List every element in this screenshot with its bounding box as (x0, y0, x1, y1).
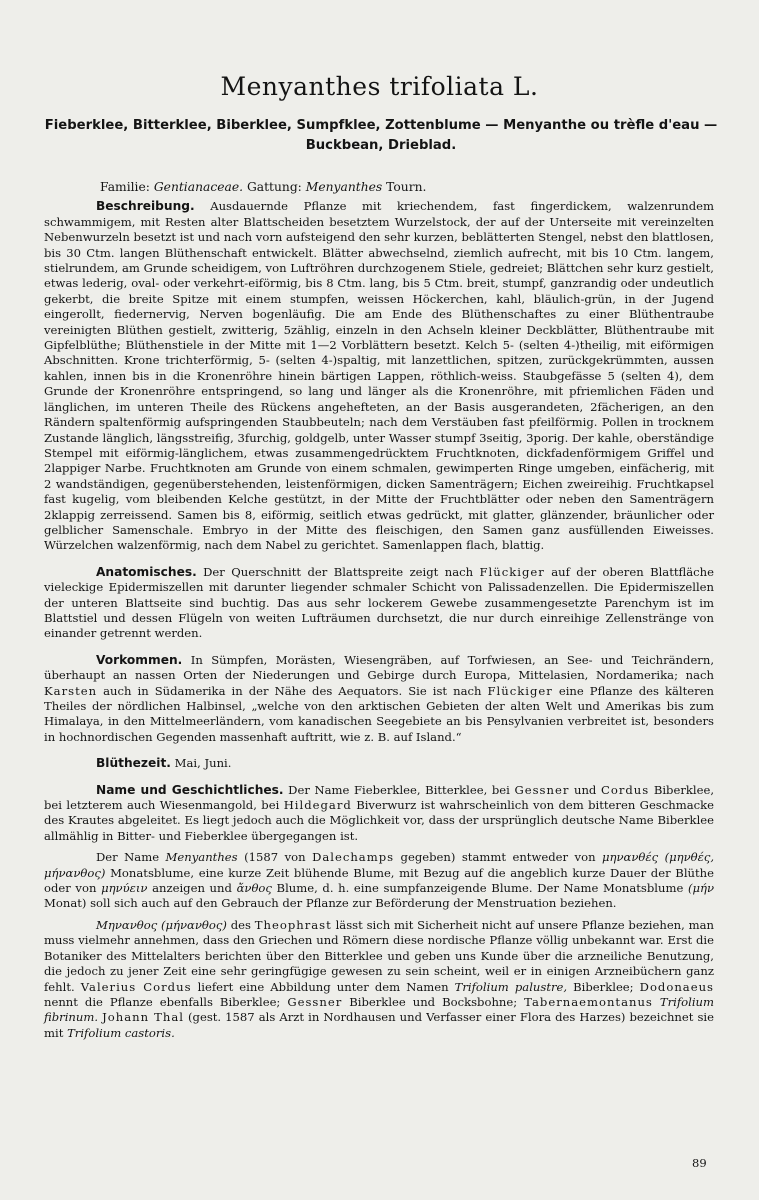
geschichte-p3-b: lässt sich mit Sicherheit nicht auf unsere Pflanze beziehen, man muss vielmehr annehmen, dass den Griechen und Römern diese nordische Pflanze völlig unbekannt war. Erst die Botaniker des Mittelalters berichten über den Bitterklee und geben uns Kunde über die arzneiliche Benutzung, die jedoch zu jener Zeit eine sehr geringfügige gewesen zu sein scheint, weil er in einigen Arzneibüchern ganz fehlt. (44, 917, 715, 994)
name-geschichte-heading: Name und Geschichtliches. (96, 782, 284, 797)
familie-value: Gentianaceae. (153, 180, 244, 194)
geschichte-p3-c: liefert eine Abbildung unter dem Namen (197, 979, 449, 994)
family-line (44, 180, 714, 195)
geschichte-p2-g: Monat) soll sich auch auf den Gebrauch der Pflanze zur Beförderung der Menstruation beziehen. (44, 896, 617, 911)
geschichte-p1-c: Biverwurz ist wahrscheinlich von dem bitteren Geschmacke des Krautes abgeleitet. Es liegt jedoch auch die Möglichkeit vor, dass der ursprünglich deutsche Name Biberklee allmählig in Bitter- und Fieberklee übergegangen ist. (44, 798, 715, 843)
greek-term-4: ἄνθος (236, 881, 272, 896)
author-johann-thal: Johann Thal (102, 1010, 184, 1025)
article-body (44, 180, 714, 1044)
section-bluethezeit (44, 756, 714, 771)
section-name-geschichte (44, 783, 714, 845)
geschichte-paragraph-3 (44, 918, 714, 1041)
anatomisches-text-a: Der Querschnitt der Blattspreite zeigt nach (203, 564, 474, 579)
author-flueckiger-2: Flückiger (487, 683, 553, 698)
geschichte-p3-f: Biberklee und Bocksbohne; (349, 994, 518, 1009)
author-dodonaeus: Dodonaeus (639, 979, 714, 994)
gattung-value: Menyanthes (305, 180, 383, 194)
name-trifolium-castoris: Trifolium castoris. (67, 1025, 175, 1040)
greek-term-5: (μήν (687, 881, 715, 896)
author-theophrast: Theophrast (254, 917, 332, 932)
author-hildegard: Hildegard (283, 798, 352, 813)
name-trifolium-palustre: Trifolium palustre, (454, 979, 568, 994)
geschichte-p1-b: Biberklee, bei letzterem auch Wiesenmangold, bei (44, 782, 715, 813)
geschichte-p2-b: (1587 von (244, 850, 306, 865)
author-tabernaemontanus: Tabernaemontanus (524, 994, 653, 1009)
vorkommen-text-a: In Sümpfen, Morästen, Wiesengräben, auf Torfwiesen, an See- und Teichrändern, überhaupt an nassen Orten der Niederungen und Gebirge durch Europa, Mittelasien, Nordamerika; nach (44, 652, 715, 683)
beschreibung-text: Ausdauernde Pflanze mit kriechendem, fast fingerdickem, walzenrundem schwammigem, mit Resten alter Blattscheiden besetztem Wurzelstock, der auf der Unterseite mit vereinzelten Nebenwurzeln besetzt ist und nach vorn aufsteigend den sehr kurzen, beblätterten Stengel, nebst den blattlosen, bis 30 Ctm. langen Blüthenschaft entwickelt. Blätter abwechselnd, ziemlich aufrecht, mit bis 10 Ctm. langem, stielrundem, am Grunde scheidigem, von Luftröhren durchzogenem Stiele, gedreiet; Blättchen sehr kurz gestielt, etwas lederig, oval- oder verkehrt-eiförmig, bis 8 Ctm. lang, bis 5 Ctm. breit, stumpf, ganzrandig oder undeutlich gekerbt, die breite Spitze mit einem stumpfen, weissen Höckerchen, kahl, bläulich-grün, in der Jugend eingerollt, fiedernervig, Nerven bogenläufig. Die am Ende des Blüthenschaftes zu einer Blüthentraube vereinigten Blüthen gestielt, zwitterig, 5zählig, einzeln in den Achseln kleiner Deckblätter, Blüthentraube mit Gipfelblüthe; Blüthenstiele in der Mitte mit 1—2 Vorblättern besetzt. Kelch 5- (selten 4-)theilig, mit eiförmigen Abschnitten. Krone trichterförmig, 5- (selten 4-)spaltig, mit lanzettlichen, spitzen, zurückgekrümmten, aussen kahlen, innen bis in die Kronenröhre hinein bärtigen Lappen, röthlich-weiss. Staubgefässe 5 (selten 4), dem Grunde der Kronenröhre entspringend, so lang und länger als die Kronenröhre, mit pfriemlichen Fäden und länglichen, im unteren Theile des Rückens angehefteten, an der Basis ausgerandeten, 2fächerigen, an den Rändern spaltenförmig aufspringenden Staubbeuteln; nach dem Verstäuben fast pfeilförmig. Pollen in trocknem Zustande länglich, längsstreifig, 3furchig, goldgelb, unter Wasser stumpf 3seitig, 3porig. Der kahle, oberständige Stempel mit eiförmig-länglichem, etwas zusammengedrücktem Fruchtknoten, dickfadenförmigem Griffel und 2lappiger Narbe. Fruchtknoten am Grunde von einem schmalen, gewimperten Ringe umgeben, einfächerig, mit 2 wandständigen, gegenüberstehenden, leistenförmigen, dicken Samenträgern; Eichen zweireihig. Fruchtkapsel fast kugelig, vom bleibenden Kelche gestützt, in der Mitte der Fruchtblätter oder neben den Samenträgern 2klappig zerreissend. Samen bis 8, eiförmig, seitlich etwas gedrückt, mit glatter, glänzender, bräunlicher oder gelblicher Samenschale. Embryo in der Mitte des fleischigen, den Samen ganz ausfüllenden Eiweisses. Würzelchen walzenförmig, nach dem Nabel zu gerichtet. Samenlappen flach, blattig. (44, 199, 714, 553)
bluethezeit-text: Mai, Juni. (174, 756, 232, 771)
geschichte-p3-a: des (230, 917, 251, 932)
common-names-line-2: Buckbean, Drieblad. (305, 138, 457, 153)
geschichte-p2-c: gegeben) stammt entweder von (400, 850, 596, 865)
gattung-label: Gattung: (246, 180, 302, 194)
section-beschreibung (44, 199, 714, 553)
author-cordus: Cordus (600, 782, 650, 797)
geschichte-paragraph-2 (44, 850, 714, 912)
vorkommen-text-c: eine Pflanze des kälteren Theiles der nördlichen Halbinsel, „welche von den arktischen Gebieten der alten Welt und Amerikas bis zum Himalaya, in den Mittelmeerländern, vom kanadischen Seegebiete an bis Pensylvanien verbreitet ist, besonders in hochnordischen Gegenden massenhaft auftritt, wie z. B. auf Island.“ (44, 683, 714, 744)
name-trifolium-fibrinum: Trifolium fibrinum. (44, 994, 715, 1025)
beschreibung-heading: Beschreibung. (96, 199, 195, 214)
geschichte-p1-und: und (574, 782, 597, 797)
greek-term-3: μηνύειν (101, 881, 148, 896)
greek-term-2: (μηνθές, μήνανθος) (44, 850, 715, 880)
geschichte-p2-a: Der Name (96, 850, 160, 865)
vorkommen-heading: Vorkommen. (96, 652, 183, 667)
section-anatomisches (44, 565, 714, 642)
geschichte-p3-e: nennt die Pflanze ebenfalls Biberklee; (44, 994, 281, 1009)
page-number: 89 (692, 1156, 707, 1170)
greek-term-6: Μηνανθος (μήνανθος) (96, 917, 227, 932)
page-title: Menyanthes trifoliata L. (220, 72, 539, 101)
author-valerius-cordus: Valerius Cordus (80, 979, 192, 994)
geschichte-p2-f: Blume, d. h. eine sumpfanzeigende Blume. Der Name Monatsblume (276, 881, 684, 896)
author-gessner: Gessner (514, 782, 570, 797)
author-gessner-2: Gessner (287, 994, 343, 1009)
geschichte-p2-d: Monatsblume, eine kurze Zeit blühende Blume, mit Bezug auf die angeblich kurze Dauer der Blüthe oder von (44, 865, 714, 896)
anatomisches-text-b: auf der oberen Blattfläche vieleckige Epidermiszellen mit darunter liegender schmaler Schicht von Palissadenzellen. Die Epidermiszellen der unteren Blattseite sind buchtig. Das aus sehr lockerem Gewebe zusammengesetzte Parenchym ist im Blattstiel und dessen Flügeln von weiten Lufträumen durchsetzt, die nur durch einreihige Zellenstränge von einander getrennt werden. (44, 564, 715, 641)
geschichte-p2-e: anzeigen und (152, 881, 232, 896)
gattung-authority: Tourn. (386, 180, 427, 194)
geschichte-p3-g: (gest. 1587 als Arzt in Nordhausen und Verfasser einer Flora des Harzes) bezeichnet sie mit (44, 1010, 714, 1040)
genus-menyanthes: Menyanthes (165, 850, 238, 865)
common-names-line-1: Fieberklee, Bitterklee, Biberklee, Sumpfklee, Zottenblume — Menyanthe ou trèfle d'eau — (44, 118, 718, 133)
geschichte-p1-a: Der Name Fieberklee, Bitterklee, bei (288, 782, 510, 797)
bluethezeit-heading: Blüthezeit. (96, 756, 171, 771)
common-names (36, 116, 726, 156)
vorkommen-text-b: auch in Südamerika in der Nähe des Aequators. Sie ist nach (103, 683, 482, 698)
section-vorkommen (44, 653, 714, 745)
greek-term-1: μηνανθές (602, 850, 659, 865)
anatomisches-heading: Anatomisches. (96, 564, 197, 579)
author-flueckiger: Flückiger (479, 564, 545, 579)
geschichte-p3-d: Biberklee; (573, 979, 634, 994)
author-karsten: Karsten (44, 683, 98, 698)
author-dalechamps: Dalechamps (312, 850, 395, 865)
familie-label: Familie: (100, 180, 150, 194)
